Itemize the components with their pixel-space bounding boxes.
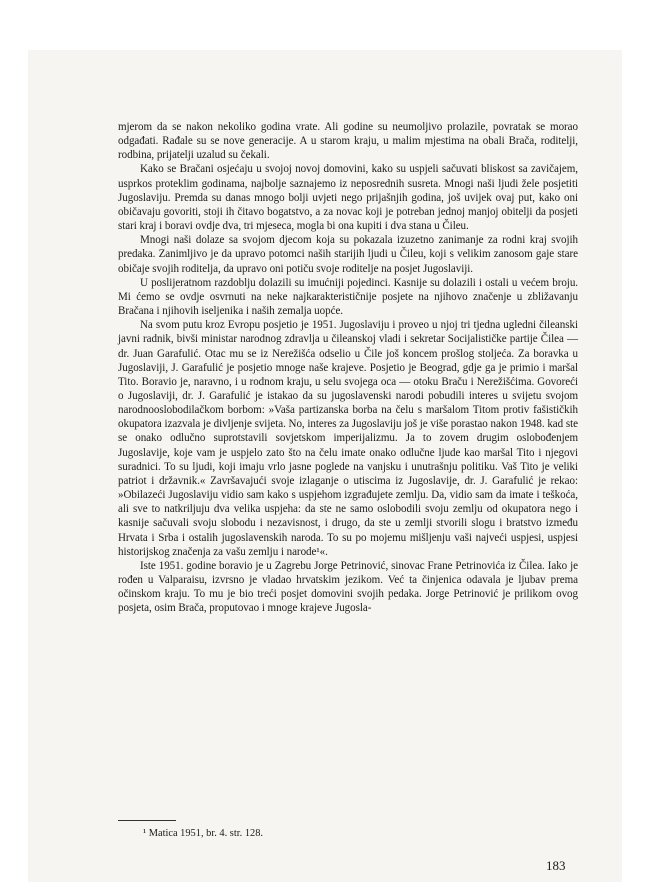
paragraph-5: Na svom putu kroz Evropu posjetio je 1951. Jugoslaviju i proveo u njoj tri tjedna ugledni čileanski javni radnik, bivši ministar narodnog zdravlja u čileanskoj vladi i sekretar Socijalističke partije Čilea — dr. Juan Garafulić. Otac mu se iz Nerežišća odselio u Čile još koncem prošlog stoljeća. Za boravka u Jugoslaviji, J. Garafulić je posjetio mnoge naše krajeve. Posjetio je Beograd, gdje ga je primio i maršal Tito. Boravio je, naravno, i u rodnom kraju, u selu svojega oca — otoku Braču i Nerežišćima. Govoreći o Jugoslaviji, dr. J. Garafulić je istakao da su jugoslavenski narodi pobudili interes u svijetu svojom narodnooslobodilačkom borbom: »Vaša partizanska borba na čelu s maršalom Titom protiv fašističkih okupatora izazvala je divljenje svijeta. No, interes za Jugoslaviju još je više porastao nakon 1948. kad ste se onako odlučno suprotstavili sovjetskom imperijalizmu. Ja to zovem drugim oslobođenjem Jugoslavije, koje vam je uspjelo zato što na čelu imate onako odlučne ljude kao maršal Tito i njegovi suradnici. To su ljudi, koji imaju vrlo jasne poglede na vanjsku i unutrašnju politiku. Vaš Tito je veliki patriot i državnik.« Završavajući svoje izlaganje o utiscima iz Jugoslavije, dr. J. Garafulić je rekao: »Obilazeći Jugoslaviju vidio sam kako s uspjehom izgrađujete zemlju. Da, vidio sam da imate i teškoća, ali sve to natkriljuju dva velika uspjeha: da ste ne samo oslobodili svoju zemlju od okupatora nego i kasnije sačuvali svoju slobodu i nezavisnost, i drugo, da ste u zemlji stvorili slogu i bratstvo između Hrvata i Srba i ostalih jugoslavenskih naroda. To su po mojemu mišljenju vaši najveći uspjesi, uspjesi historijskog značenja za vašu zemlju i narode¹«.	[118, 319, 578, 558]
footnote: ¹ Matica 1951, br. 4. str. 128.	[143, 828, 263, 839]
paragraph-1: mjerom da se nakon nekoliko godina vrate. Ali godine su neumoljivo prolazile, povratak se morao odgađati. Rađale su se nove generacije. A u starom kraju, u malim mjestima na obali Brača, roditelji, rodbina, prijatelji uzalud su čekali.	[118, 121, 578, 162]
paragraph-6: Iste 1951. godine boravio je u Zagrebu Jorge Petrinović, sinovac Frane Petrinovića iz Čilea. Iako je rođen u Valparaisu, izvrsno je vladao hrvatskim jezikom. Već ta činjenica odavala je ljubav prema očinskom kraju. To mu je bio treći posjet domovini svojih pedaka. Jorge Petrinović je prilikom ovog posjeta, osim Brača, proputovao i mnoge krajeve Jugosla-	[118, 559, 578, 615]
page-number: 183	[546, 858, 566, 873]
body-text	[118, 120, 578, 615]
paragraph-3: Mnogi naši dolaze sa svojom djecom koja su pokazala izuzetno zanimanje za rodni kraj svojih predaka. Zanimljivo je da upravo potomci naših starijih ljudi u Čileu, koji s velikim zanosom gaje stare običaje svojih roditelja, da upravo oni potiču svoje roditelje na posjet Jugoslaviji.	[118, 234, 578, 275]
footnote-rule	[118, 820, 176, 821]
paragraph-4: U poslijeratnom razdoblju dolazili su imućniji pojedinci. Kasnije su dolazili i ostali u većem broju. Mi ćemo se ovdje osvrnuti na neke najkarakterističnije posjete na njihovo značenje u zbližavanju Bračana i njihovih iseljenika i naših zemalja uopće.	[118, 276, 578, 318]
paragraph-2: Kako se Bračani osjećaju u svojoj novoj domovini, kako su uspjeli sačuvati bliskost sa zavičajem, usprkos proteklim godinama, najbolje saznajemo iz neposrednih susreta. Mnogi naši ljudi žele posjetiti Jugoslaviju. Premda su danas mnogo bolji uvjeti nego prijašnjih godina, još uvijek ovaj put, kako oni običavaju govoriti, stoji ih čitavo bogatstvo, a za novac koji je potreban jednoj manjoj obitelji da posjeti stari kraj i boravi ovdje dva, tri mjeseca, mogla bi ona kupiti i dva stana u Čileu.	[118, 163, 578, 233]
book-page	[28, 50, 622, 882]
